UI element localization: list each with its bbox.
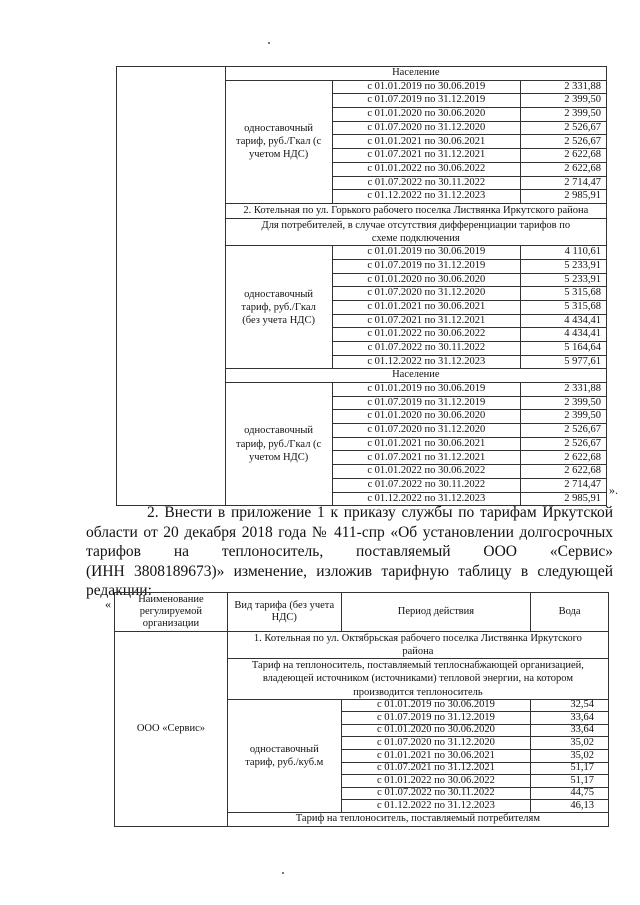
closing-quote: ». (609, 483, 618, 497)
value-cell: 33,64 (531, 724, 609, 737)
tariff-type-label: одноставочный тариф, руб./Гкал (с учетом НДС) (225, 80, 332, 203)
value-cell: 5 977,61 (521, 355, 607, 369)
value-cell: 2 331,88 (521, 80, 607, 94)
consumer-tariff-title: Тариф на теплоноситель, поставляемый потребителям (227, 812, 608, 826)
period-cell: с 01.07.2022 по 30.11.2022 (341, 787, 530, 800)
period-cell: с 01.01.2020 по 30.06.2020 (332, 410, 521, 424)
value-cell: 2 331,88 (521, 383, 607, 397)
period-cell: с 01.01.2022 по 30.06.2022 (332, 162, 521, 176)
tariff-table-water (114, 592, 609, 827)
value-cell: 2 526,67 (521, 437, 607, 451)
value-cell: 2 399,50 (521, 410, 607, 424)
value-cell: 35,02 (531, 750, 609, 763)
paragraph-line: 2. Внести в приложение 1 к приказу службы по тарифам Иркутской (147, 504, 613, 521)
value-cell: 2 526,67 (521, 135, 607, 149)
period-cell: с 01.07.2019 по 31.12.2019 (332, 94, 521, 108)
paragraph-line: тарифов на теплоноситель, поставляемый ООО «Сервис» (86, 543, 613, 560)
period-cell: с 01.12.2022 по 31.12.2023 (332, 190, 521, 204)
scan-speck (268, 42, 270, 44)
period-cell: с 01.01.2021 по 30.06.2021 (332, 300, 521, 314)
period-cell: с 01.01.2020 по 30.06.2020 (332, 273, 521, 287)
period-cell: с 01.12.2022 по 31.12.2023 (332, 355, 521, 369)
table-row (117, 67, 607, 81)
period-cell: с 01.01.2021 по 30.06.2021 (332, 135, 521, 149)
value-cell: 2 985,91 (521, 492, 607, 506)
value-cell: 2 399,50 (521, 108, 607, 122)
value-cell: 4 434,41 (521, 314, 607, 328)
value-cell: 5 315,68 (521, 300, 607, 314)
boiler-title: 2. Котельная по ул. Горького рабочего поселка Листвянка Иркутского района (225, 203, 606, 218)
amendment-paragraph (86, 503, 613, 601)
period-cell: с 01.01.2019 по 30.06.2019 (341, 699, 530, 712)
value-cell: 2 622,68 (521, 162, 607, 176)
table-row (115, 632, 609, 659)
value-cell: 2 622,68 (521, 465, 607, 479)
value-cell: 33,64 (531, 712, 609, 725)
period-cell: с 01.07.2022 по 30.11.2022 (332, 478, 521, 492)
value-cell: 5 315,68 (521, 287, 607, 301)
table-row (115, 593, 609, 632)
tariff-type-label: одноставочный тариф, руб./Гкал (с учетом НДС) (225, 383, 332, 506)
period-cell: с 01.07.2021 по 31.12.2021 (332, 451, 521, 465)
value-cell: 2 622,68 (521, 149, 607, 163)
period-cell: с 01.07.2020 по 31.12.2020 (332, 424, 521, 438)
period-cell: с 01.07.2020 по 31.12.2020 (341, 737, 530, 750)
paragraph-line: редакции: (86, 582, 152, 599)
period-cell: с 01.07.2019 по 31.12.2019 (332, 259, 521, 273)
value-cell: 2 985,91 (521, 190, 607, 204)
tariff-table-heat (116, 66, 607, 506)
value-cell: 4 434,41 (521, 328, 607, 342)
value-cell: 51,17 (531, 775, 609, 788)
period-cell: с 01.07.2021 по 31.12.2021 (332, 314, 521, 328)
value-cell: 4 110,61 (521, 246, 607, 260)
value-cell: 35,02 (531, 737, 609, 750)
period-cell: с 01.07.2019 по 31.12.2019 (341, 712, 530, 725)
header-water: Вода (531, 593, 609, 632)
period-cell: с 01.01.2022 по 30.06.2022 (332, 328, 521, 342)
value-cell: 5 233,91 (521, 273, 607, 287)
value-cell: 2 399,50 (521, 94, 607, 108)
value-cell: 44,75 (531, 787, 609, 800)
group-heading: Население (225, 369, 606, 383)
scan-speck (282, 872, 284, 874)
value-cell: 32,54 (531, 699, 609, 712)
period-cell: с 01.01.2019 по 30.06.2019 (332, 80, 521, 94)
paragraph-line: области от 20 декабря 2018 года № 411-спр «Об установлении долгосрочных (86, 523, 613, 541)
header-period: Период действия (341, 593, 530, 632)
period-cell: с 01.01.2022 по 30.06.2022 (332, 465, 521, 479)
period-cell: с 01.01.2019 по 30.06.2019 (332, 246, 521, 260)
value-cell: 2 714,47 (521, 176, 607, 190)
period-cell: с 01.01.2022 по 30.06.2022 (341, 775, 530, 788)
period-cell: с 01.07.2021 по 31.12.2021 (341, 762, 530, 775)
period-cell: с 01.01.2020 по 30.06.2020 (341, 724, 530, 737)
period-cell: с 01.07.2021 по 31.12.2021 (332, 149, 521, 163)
value-cell: 5 233,91 (521, 259, 607, 273)
period-cell: с 01.01.2020 по 30.06.2020 (332, 108, 521, 122)
value-cell: 2 526,67 (521, 121, 607, 135)
tariff-type-label: одноставочный тариф, руб./куб.м (227, 699, 341, 812)
period-cell: с 01.01.2019 по 30.06.2019 (332, 383, 521, 397)
period-cell: с 01.07.2019 по 31.12.2019 (332, 396, 521, 410)
period-cell: с 01.12.2022 по 31.12.2023 (332, 492, 521, 506)
consumers-note: Для потребителей, в случае отсутствия дифференциации тарифов по схеме подключения (225, 218, 606, 245)
tariff-note: Тариф на теплоноситель, поставляемый теплоснабжающей организацией, владеющей источником (источниками) тепловой энергии, на котором производится теплоноситель (227, 659, 608, 699)
org-name: ООО «Сервис» (115, 632, 228, 827)
value-cell: 2 622,68 (521, 451, 607, 465)
period-cell: с 01.01.2021 по 30.06.2021 (332, 437, 521, 451)
opening-quote: « (105, 597, 111, 611)
group-heading: Население (225, 67, 606, 81)
value-cell: 2 714,47 (521, 478, 607, 492)
value-cell: 5 164,64 (521, 341, 607, 355)
value-cell: 46,13 (531, 800, 609, 813)
value-cell: 2 399,50 (521, 396, 607, 410)
header-type: Вид тарифа (без учета НДС) (227, 593, 341, 632)
value-cell: 51,17 (531, 762, 609, 775)
period-cell: с 01.07.2022 по 30.11.2022 (332, 341, 521, 355)
tariff-type-label: одноставочный тариф, руб./Гкал (без учета НДС) (225, 246, 332, 369)
value-cell: 2 526,67 (521, 424, 607, 438)
org-cell (117, 67, 226, 506)
period-cell: с 01.12.2022 по 31.12.2023 (341, 800, 530, 813)
period-cell: с 01.07.2020 по 31.12.2020 (332, 121, 521, 135)
header-org: Наименование регулируемой организации (115, 593, 228, 632)
period-cell: с 01.07.2022 по 30.11.2022 (332, 176, 521, 190)
period-cell: с 01.01.2021 по 30.06.2021 (341, 750, 530, 763)
paragraph-line: (ИНН 3808189673)» изменение, изложив тарифную таблицу в следующей (86, 562, 613, 580)
boiler-title: 1. Котельная по ул. Октябрьская рабочего поселка Листвянка Иркутского района (227, 632, 608, 659)
period-cell: с 01.07.2020 по 31.12.2020 (332, 287, 521, 301)
